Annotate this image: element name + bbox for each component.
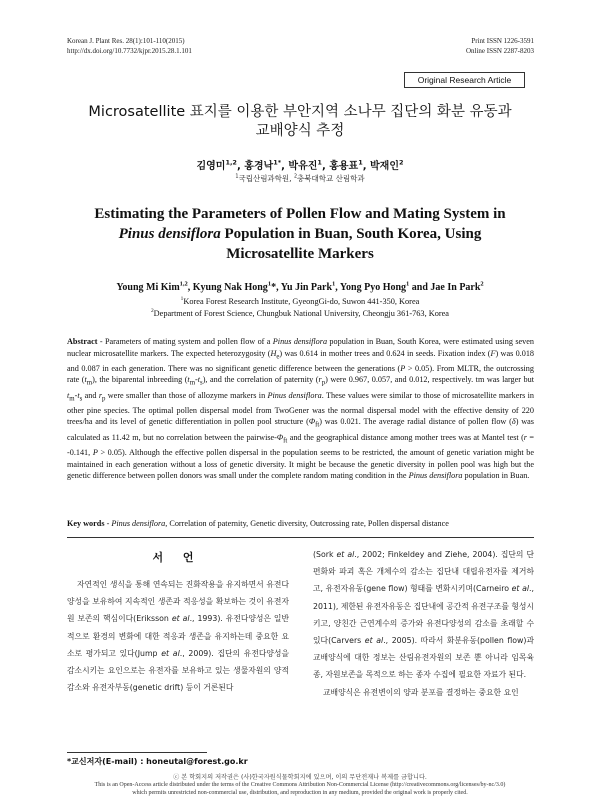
subscript: e xyxy=(276,353,280,361)
abstract-text: were smaller than those of allozyme markers in xyxy=(105,390,268,400)
species-name: Pinus densiflora xyxy=(267,390,322,400)
symbol: H xyxy=(270,348,277,358)
et-al: et al xyxy=(161,648,180,658)
korean-affil-1: 국립산림과학원, xyxy=(238,174,292,183)
author-name: 홍경낙 xyxy=(244,161,274,172)
footnote-divider xyxy=(67,752,207,753)
subscript: s xyxy=(79,395,83,403)
abstract-label: Abstract xyxy=(67,337,98,346)
abstract-text: ) were 0.967, 0.057, and 0.012, respectively. tm was larger but xyxy=(325,375,534,385)
abstract-text: ) was calculated as 11.42 m, but no correlation between the pairwise- xyxy=(67,417,534,442)
et-al: et al xyxy=(364,636,384,646)
et-al: et al xyxy=(171,614,190,624)
author-sup: 1 xyxy=(358,158,363,167)
species-name: Pinus densiflora xyxy=(272,337,328,346)
title-text: Population in Buan, South Korea, Using xyxy=(220,226,482,242)
body-text: ., 2002; Finkeldey and Ziehe, 2004). 집단의 단편화와 파괴 혹은 개체수의 감소는 집단내 대립유전자를 제거하고, 유전자유동(gene flow) 형태를 변화시키며(Carneiro xyxy=(313,550,534,594)
journal-citation: Korean J. Plant Res. 28(1):101-110(2015) xyxy=(67,37,185,45)
license-line-1: This is an Open-Access article distributed under the terms of the Creative Commons Attribution Non-Commercial License (http://creativecommons.org/licenses/by-nc/3.0) xyxy=(94,782,506,788)
abstract-text: ), the biparental inbreeding ( xyxy=(92,375,188,385)
abstract-text: > 0.05). From MLTR, the outcrossing rate ( xyxy=(67,363,534,385)
english-affil-2 xyxy=(40,308,560,320)
subscript: p xyxy=(321,380,326,388)
symbol: t xyxy=(197,375,201,385)
subscript: m xyxy=(189,380,196,388)
english-title-line-2 xyxy=(40,224,560,244)
author-name: Jae In Park xyxy=(430,282,481,293)
et-al: et al xyxy=(511,584,530,594)
body-text: ., 2011), 제한된 유전자유동은 집단내에 공간적 유전구조를 형성시키고, 양친간 근연계수의 증가와 유전다양성의 감소를 초래할 수 있다(Carvers xyxy=(313,584,534,646)
body-text: ., 2005). 따라서 화분유동(pollen flow)과 교배양식에 대한 정보는 산림유전자원의 보존 뿐 아니라 임목육종, 자원보존을 목적으로 하는 종자 수집에 필요한 자료가 된다. xyxy=(313,636,535,680)
author-name: 박유진 xyxy=(288,161,318,172)
copyright-notice: ⓒ 본 학회지의 저작권은 (사)한국자원식물학회지에 있으며, 이의 무단전재나 복제를 금합니다. xyxy=(173,774,427,781)
korean-affil-2: 충북대학교 산림학과 xyxy=(297,174,365,183)
section-divider xyxy=(67,537,534,538)
author-sup: 2 xyxy=(480,280,484,288)
license-line-2: which permits unrestricted non-commercial use, distribution, and reproduction in any medium, provided the original work is properly cited. xyxy=(132,789,468,796)
author-name: Kyung Nak Hong xyxy=(192,282,268,293)
symbol: r xyxy=(523,432,527,442)
author-sup: 1 xyxy=(406,280,410,288)
corresponding-email[interactable]: *교신저자(E-mail) : honeutal@forest.go.kr xyxy=(67,757,248,766)
korean-title-line-2: 교배양식 추정 xyxy=(255,123,345,139)
abstract-text: = -0.141, xyxy=(67,432,534,457)
author-name: Yu Jin Park xyxy=(280,282,333,293)
online-issn: Online ISSN 2287-8203 xyxy=(465,47,534,55)
species-name: Pinus densiflora xyxy=(408,471,463,481)
keywords xyxy=(67,518,534,529)
author-sup: 1 xyxy=(332,280,336,288)
symbol: δ xyxy=(511,417,516,427)
abstract-text: . These values were similar to those of microsatellite markers in other pine species. The optimal pollen dispersal model from TwoGener was the normal dispersal model with the effective density of 220 trees/ha and its level of genetic differentiation in pollen pool structure ( xyxy=(67,390,535,427)
symbol: P xyxy=(400,363,406,373)
intro-right-column xyxy=(313,546,534,701)
doi-link[interactable]: http://dx.doi.org/10.7732/kjpr.2015.28.1.101 xyxy=(67,47,192,55)
symbol: t xyxy=(187,375,190,385)
symbol: t xyxy=(77,390,80,400)
species-name: Pinus densiflora xyxy=(118,226,221,242)
keywords-separator: - xyxy=(104,519,112,528)
abstract-text: ), and the correlation of paternity ( xyxy=(202,375,319,385)
abstract-text: ) was 0.018 and 0.087 in each generation. There was no significant genetic difference between the generations ( xyxy=(67,348,535,373)
author-name: Yong Pyo Hong xyxy=(339,282,407,293)
author-sup: 1* xyxy=(273,158,282,167)
author-name: Young Mi Kim xyxy=(116,282,180,293)
affil-num: 2 xyxy=(293,173,298,180)
section-heading: 서 언 xyxy=(152,551,202,564)
abstract-text: - Parameters of mating system and pollen flow of a xyxy=(97,337,273,346)
symbol: t xyxy=(67,390,70,400)
subscript: m xyxy=(86,380,93,388)
english-title xyxy=(40,204,560,264)
abstract-text: population in Buan. xyxy=(462,471,530,481)
body-text: 교배양식은 유전변이의 양과 분포를 결정하는 중요한 요인 xyxy=(323,687,519,697)
symbol: r xyxy=(318,375,322,385)
author-name: 박재인 xyxy=(370,161,399,172)
body-text: 자연적인 생식을 통해 연속되는 진화작용을 유지하면서 유전다양성을 보유하여 지속적인 생존과 적응성을 확보하는 것이 유전자원 보존의 핵심이다(Eriksson xyxy=(67,580,289,624)
abstract-text: and the geographical distance among mother trees was at Mantel test ( xyxy=(287,432,524,442)
corresponding-mark: * xyxy=(271,282,277,293)
symbol: Φ xyxy=(308,417,316,427)
symbol: F xyxy=(490,348,496,358)
affil-text: Department of Forest Science, Chungbuk National University, Cheongju 361-763, Korea xyxy=(153,309,449,318)
body-text: ., 1993). 유전다양성은 일반적으로 환경의 변화에 대한 적응과 생존을 유지하는데 중요한 요소로 평가되고 있다(Jump xyxy=(67,614,289,658)
abstract-text: - xyxy=(74,390,78,400)
intro-left-column xyxy=(67,576,289,696)
affil-num: 2 xyxy=(150,308,154,315)
english-affil-1 xyxy=(40,296,560,308)
article-type-badge: Original Research Article xyxy=(404,72,525,88)
license-notice xyxy=(40,782,560,797)
author-name: 홍용표 xyxy=(329,161,359,172)
author-sup: 2 xyxy=(399,158,404,167)
english-title-line-1: Estimating the Parameters of Pollen Flow and Mating System in xyxy=(94,206,506,222)
abstract-text: population in Buan, South Korea, were estimated using seven nuclear microsatellite markers. The expected heterozygosity ( xyxy=(67,337,535,358)
author-name: 김영미 xyxy=(196,161,226,172)
abstract-text: ) was 0.614 in mother trees and 0.624 in seeds. Fixation index ( xyxy=(279,348,491,358)
author-sup: 1 xyxy=(267,280,272,288)
subscript: p xyxy=(102,395,106,403)
subscript: ft xyxy=(315,422,320,430)
subscript: m xyxy=(69,395,75,403)
korean-authors: 김영미$^{1,2}$, 홍경낙$^{1*}$, 박유진$^1$, 홍용표$^1$, 박재인$^2$ xyxy=(196,158,404,172)
abstract xyxy=(67,336,534,482)
et-al: et al xyxy=(336,550,355,559)
korean-title-line-1: Microsatellite 표지를 이용한 부안지역 소나무 집단의 화분 유동과 xyxy=(88,104,512,120)
korean-title xyxy=(40,103,560,141)
english-title-line-3: Microsatellite Markers xyxy=(226,246,374,262)
korean-affiliations xyxy=(40,173,560,184)
keywords-list: , Correlation of paternity, Genetic diversity, Outcrossing rate, Pollen dispersal distance xyxy=(165,519,449,528)
english-affiliations xyxy=(40,296,560,320)
author-sup: 1 xyxy=(317,158,322,167)
symbol: t xyxy=(84,375,87,385)
keywords-label: Key words xyxy=(67,519,105,528)
abstract-text: - xyxy=(195,375,198,385)
abstract-text: and xyxy=(82,390,99,400)
print-issn: Print ISSN 1226-3591 xyxy=(471,37,534,45)
body-text: (Sork xyxy=(313,550,337,559)
abstract-text: > 0.05). Although the effective pollen dispersal in the population seems to be restricted, the amount of genetic variation might be maintained in each generation without a loss of genetic diversity. It might be because the genetic diversity in pollen pool was high but the genetic difference between pollen donors was small under the complete random mating condition in the xyxy=(67,447,534,481)
abstract-text: ) was 0.021. The average radial distance of pollen flow ( xyxy=(319,417,512,427)
symbol: Φ xyxy=(276,432,284,442)
affil-num: 1 xyxy=(235,173,239,180)
body-text: ., 2009). 집단의 유전다양성을 감소시키는 요인으로는 유전자를 보유하고 있는 생물자원의 양적 감소와 유전자부동(genetic drift) 등이 거론된다 xyxy=(67,648,289,693)
author-sup: 1,2 xyxy=(179,280,188,288)
subscript: ft xyxy=(283,437,288,445)
author-sup: 1,2 xyxy=(225,158,237,167)
running-header-right xyxy=(330,36,534,56)
symbol: P xyxy=(92,447,98,457)
english-authors: Young Mi Kim$^{1,2}$, Kyung Nak Hong$^1$*, Yu Jin Park$^1$, Yong Pyo Hong$^1$ and Jae In Park$^2$ xyxy=(116,280,484,293)
symbol: r xyxy=(98,390,102,400)
subscript: s xyxy=(200,380,203,388)
species-name: Pinus densiflora xyxy=(111,519,166,528)
affil-text: Korea Forest Research Institute, GyeongGi-do, Suwon 441-350, Korea xyxy=(183,297,420,306)
running-header-left xyxy=(67,36,327,56)
affil-num: 1 xyxy=(180,296,184,303)
